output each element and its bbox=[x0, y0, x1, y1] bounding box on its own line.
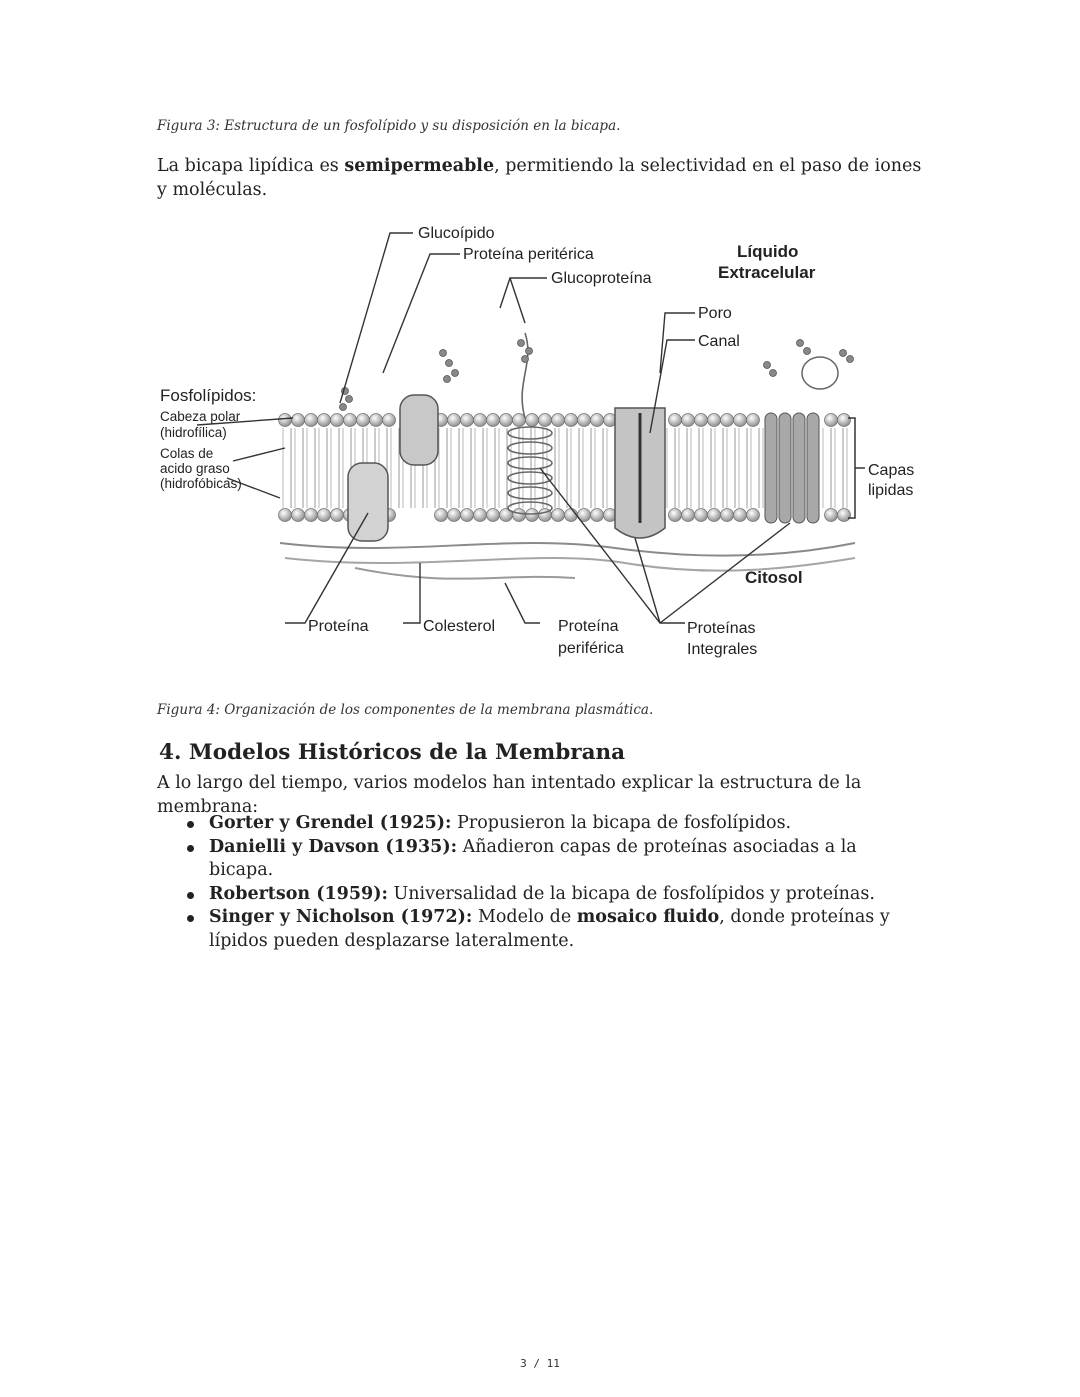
membrane-diagram bbox=[155, 213, 925, 663]
phospholipid-head bbox=[591, 414, 604, 427]
label-fosfolipidos: Fosfolípidos: bbox=[160, 386, 257, 405]
model-description-continued: , donde proteínas y lípidos pueden desplazarse lateralmente. bbox=[209, 907, 890, 951]
phospholipid-head bbox=[500, 414, 513, 427]
cytoskeleton-fiber bbox=[355, 568, 575, 579]
phospholipid-head bbox=[747, 414, 760, 427]
phospholipid-head bbox=[539, 414, 552, 427]
model-name: Gorter y Grendel (1925): bbox=[209, 813, 452, 833]
phospholipid-head bbox=[461, 414, 474, 427]
model-bold-term: mosaico fluido bbox=[576, 907, 720, 927]
phospholipid-head bbox=[331, 509, 344, 522]
phospholipid-head bbox=[279, 509, 292, 522]
page-number: 3 / 11 bbox=[520, 1357, 560, 1370]
peripheral-protein-shape bbox=[400, 395, 438, 465]
phospholipid-head bbox=[721, 414, 734, 427]
model-description: Universalidad de la bicapa de fosfolípidos y proteínas. bbox=[387, 883, 875, 904]
intro-text-after: , permitiendo la selectividad en el paso de iones y moléculas. bbox=[157, 156, 922, 200]
phospholipid-head bbox=[825, 414, 838, 427]
label-liquido: Líquido bbox=[737, 242, 799, 261]
phospholipid-head bbox=[474, 509, 487, 522]
intro-paragraph bbox=[157, 154, 927, 202]
phospholipid-head bbox=[344, 414, 357, 427]
phospholipid-head bbox=[318, 509, 331, 522]
phospholipid-head bbox=[487, 414, 500, 427]
phospholipid-head bbox=[682, 414, 695, 427]
label-hidrofilica: (hidrofílica) bbox=[160, 425, 227, 440]
label-capas: Capas bbox=[868, 462, 915, 479]
phospholipid-head bbox=[669, 509, 682, 522]
glycolipid-loop bbox=[802, 357, 838, 389]
phospholipid-head bbox=[305, 509, 318, 522]
label-lipidas: lipidas bbox=[868, 482, 914, 499]
label-colesterol: Colesterol bbox=[423, 618, 496, 635]
figure-4-caption: Figura 4: Organización de los componentes de la membrana plasmática. bbox=[157, 702, 654, 718]
phospholipid-head bbox=[448, 509, 461, 522]
label-poro: Poro bbox=[698, 305, 732, 322]
phospholipid-head bbox=[565, 414, 578, 427]
phospholipid-head bbox=[292, 509, 305, 522]
label-proteinas-integrales-2: Integrales bbox=[687, 641, 758, 658]
protein-shape bbox=[348, 463, 388, 541]
list-item bbox=[185, 812, 925, 836]
label-citosol: Citosol bbox=[745, 568, 803, 587]
figure-3-caption: Figura 3: Estructura de un fosfolípido y su disposición en la bicapa. bbox=[157, 118, 621, 134]
phospholipid-head bbox=[474, 414, 487, 427]
label-proteinas-integrales-1: Proteínas bbox=[687, 620, 756, 637]
phospholipid-head bbox=[279, 414, 292, 427]
phospholipid-head bbox=[708, 509, 721, 522]
phospholipid-head bbox=[708, 414, 721, 427]
model-name: Danielli y Davson (1935): bbox=[209, 836, 458, 857]
label-extracelular: Extracelular bbox=[718, 263, 816, 282]
model-description: Propusieron la bicapa de fosfolípidos. bbox=[451, 813, 792, 833]
model-name: Robertson (1959): bbox=[209, 883, 388, 904]
label-acido-graso: acido graso bbox=[160, 461, 230, 476]
phospholipid-head bbox=[682, 509, 695, 522]
label-cabeza-polar: Cabeza polar bbox=[160, 409, 241, 424]
phospholipid-head bbox=[552, 414, 565, 427]
model-name: Singer y Nicholson (1972): bbox=[209, 907, 473, 927]
phospholipid-head bbox=[734, 414, 747, 427]
phospholipid-head bbox=[734, 509, 747, 522]
phospholipid-head bbox=[513, 509, 526, 522]
phospholipid-head bbox=[695, 509, 708, 522]
phospholipid-head bbox=[838, 509, 851, 522]
phospholipid-head bbox=[331, 414, 344, 427]
label-glucoproteina: Glucoproteína bbox=[551, 270, 652, 287]
label-colas-de: Colas de bbox=[160, 446, 214, 461]
phospholipid-head bbox=[747, 509, 760, 522]
label-hidrofobicas: (hidrofóbicas) bbox=[160, 476, 242, 491]
phospholipid-head bbox=[526, 509, 539, 522]
label-proteina: Proteína bbox=[308, 618, 369, 635]
phospholipid-head bbox=[357, 414, 370, 427]
phospholipid-head bbox=[591, 509, 604, 522]
phospholipid-head bbox=[305, 414, 318, 427]
phospholipid-head bbox=[578, 414, 591, 427]
intro-text-before: La bicapa lipídica es bbox=[157, 156, 345, 176]
section-heading: 4. Modelos Históricos de la Membrana bbox=[159, 740, 626, 765]
phospholipid-head bbox=[461, 509, 474, 522]
label-proteina-periferica-bottom-1: Proteína bbox=[558, 618, 619, 635]
models-list bbox=[185, 812, 925, 953]
phospholipid-head bbox=[318, 414, 331, 427]
phospholipid-head bbox=[435, 509, 448, 522]
phospholipid-head bbox=[448, 414, 461, 427]
phospholipid-head bbox=[370, 414, 383, 427]
list-item bbox=[185, 906, 925, 953]
model-description: Modelo de bbox=[472, 907, 577, 927]
section-intro: A lo largo del tiempo, varios modelos han intentado explicar la estructura de la membrana: bbox=[157, 773, 862, 817]
phospholipid-head bbox=[487, 509, 500, 522]
intro-bold-term: semipermeable bbox=[344, 156, 495, 176]
cytoskeleton-fiber bbox=[280, 543, 855, 556]
list-item bbox=[185, 836, 925, 883]
label-proteina-periferica-bottom-2: periférica bbox=[558, 640, 624, 657]
phospholipid-head bbox=[825, 509, 838, 522]
phospholipid-head bbox=[838, 414, 851, 427]
phospholipid-head bbox=[292, 414, 305, 427]
phospholipid-head bbox=[526, 414, 539, 427]
phospholipid-head bbox=[695, 414, 708, 427]
label-canal: Canal bbox=[698, 333, 740, 350]
list-item bbox=[185, 883, 925, 907]
phospholipid-head bbox=[383, 414, 396, 427]
phospholipid-head bbox=[669, 414, 682, 427]
phospholipid-head bbox=[552, 509, 565, 522]
label-proteina-periferica-top: Proteína peritérica bbox=[463, 246, 594, 263]
model-description: Añadieron capas de proteínas asociadas a la bicapa. bbox=[209, 836, 857, 880]
label-glucolipido: Glucoípido bbox=[418, 225, 495, 242]
phospholipid-head bbox=[721, 509, 734, 522]
